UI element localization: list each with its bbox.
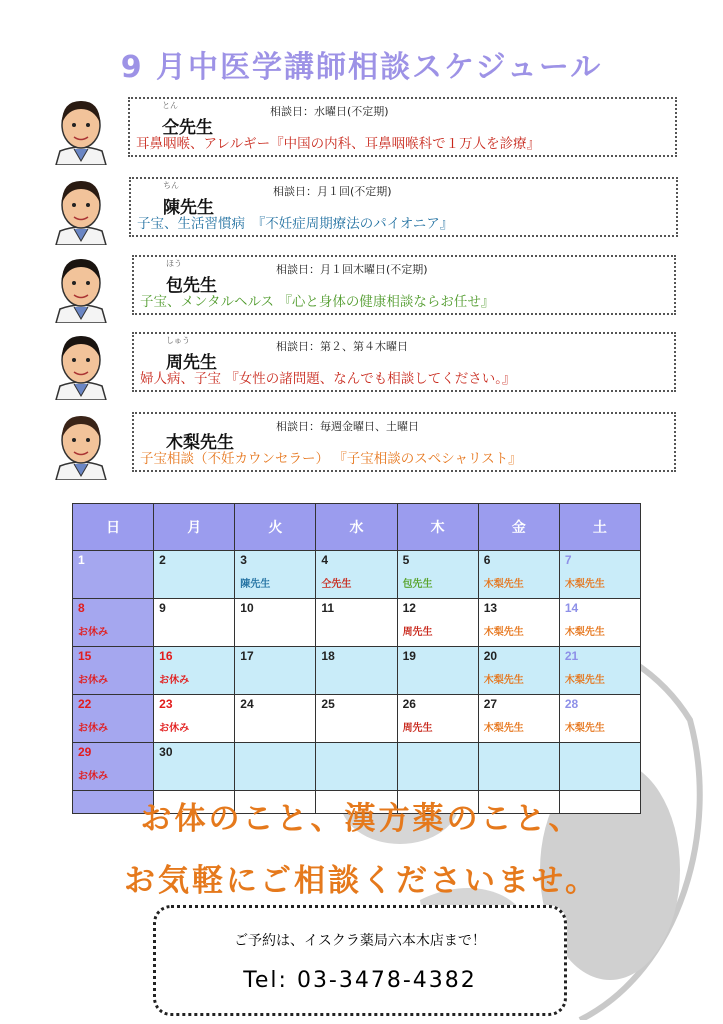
page-title: 9 月中医学講師相談スケジュール [120,50,603,85]
doctor-avatar-icon [50,410,112,480]
calendar-day-cell [316,647,397,695]
calendar-event: 陳先生 [240,579,271,590]
calendar-day-cell [478,599,559,647]
reservation-text: ご予約は、イスクラ薬局六本木店まで！ [234,933,486,949]
calendar-event: 木梨先生 [483,675,524,686]
message-line-1: お体のこと、漢方薬のこと、 [140,801,583,837]
calendar-day-header: 火 [235,504,316,551]
doctor-card [132,255,676,315]
contact-box [153,905,567,1016]
calendar-date: 8 [78,601,85,615]
calendar-event: お休み [78,723,108,734]
doctor-row [50,253,630,321]
calendar-date: 21 [564,649,579,663]
calendar-event: 木梨先生 [564,723,605,734]
doctor-name: 包先生 [166,276,217,296]
calendar-week-row [73,647,641,695]
calendar-day-cell [316,599,397,647]
calendar-date: 7 [564,553,572,567]
doctor-description: 子宝、生活習慣病 『不妊症周期療法のパイオニア』 [137,216,454,232]
calendar-day-cell [397,695,478,743]
calendar-date: 9 [159,601,166,615]
calendar-day-cell [316,551,397,599]
calendar-event: お休み [78,675,108,686]
calendar-date: 1 [78,553,85,567]
calendar-date: 3 [240,553,247,567]
doctor-card [132,332,676,392]
calendar-date: 30 [159,745,173,759]
calendar-day-cell [316,743,397,791]
doctor-name-ruby: ちん [163,181,179,190]
doctor-schedule: 相談日：水曜日(不定期) [270,105,389,118]
doctor-card [128,97,677,157]
calendar-day-cell [397,551,478,599]
calendar-header-row [73,504,641,551]
calendar-day-cell [154,599,235,647]
calendar-event: 木梨先生 [564,675,605,686]
calendar-day-cell [478,551,559,599]
calendar-day-header: 月 [154,504,235,551]
doctor-description: 耳鼻咽喉、アレルギー『中国の内科、耳鼻咽喉科で１万人を診療』 [136,136,541,152]
calendar-week-row [73,695,641,743]
schedule-calendar [72,503,641,814]
doctor-schedule: 相談日：毎週金曜日、土曜日 [276,420,419,433]
calendar-date: 25 [321,697,335,711]
calendar-event: 木梨先生 [483,723,524,734]
calendar-event: お休み [159,675,190,686]
doctor-name-ruby: とん [162,101,178,110]
doctor-avatar-icon [50,95,112,165]
calendar-week-row [73,743,641,791]
calendar-day-cell [559,743,640,791]
calendar-day-cell [73,695,154,743]
calendar-day-header: 水 [316,504,397,551]
calendar-date: 6 [483,553,491,567]
calendar-day-cell [73,743,154,791]
calendar-event: 周先生 [402,723,433,734]
calendar-day-cell [397,647,478,695]
doctor-avatar-icon [50,175,112,245]
calendar-day-cell [73,599,154,647]
calendar-date: 12 [402,601,416,615]
doctor-name-ruby: ほう [166,259,182,268]
calendar-date: 22 [78,697,92,711]
doctor-row [50,95,630,163]
calendar-day-cell [235,647,316,695]
calendar-event: 木梨先生 [564,627,605,638]
calendar-date: 27 [483,697,498,711]
calendar-date: 18 [321,649,335,663]
doctor-description: 子宝相談（不妊カウンセラー） 『子宝相談のスペシャリスト』 [140,451,522,467]
calendar-event: 木梨先生 [564,579,605,590]
calendar-day-cell [478,647,559,695]
doctor-name: 周先生 [166,353,217,373]
doctor-row [50,175,630,243]
calendar-day-cell [154,647,235,695]
calendar-day-cell [559,695,640,743]
calendar-event: お休み [78,627,108,638]
doctor-avatar-icon [50,330,112,400]
doctor-row [50,330,630,398]
calendar-date: 16 [159,649,173,663]
doctor-description: 婦人病、子宝 『女性の諸問題、なんでも相談してください。』 [140,371,516,387]
calendar-day-header: 金 [478,504,559,551]
calendar-day-cell [235,599,316,647]
calendar-day-cell [73,647,154,695]
doctor-avatar-icon [50,253,112,323]
calendar-day-header: 木 [397,504,478,551]
calendar-event: 仝先生 [321,579,352,590]
calendar-day-cell [154,695,235,743]
calendar-date: 29 [78,745,92,759]
doctor-schedule: 相談日：月１回(不定期) [273,185,392,198]
calendar-event: 包先生 [402,579,433,590]
calendar-week-row [73,599,641,647]
doctor-name: 木梨先生 [166,433,234,453]
calendar-date: 19 [402,649,416,663]
calendar-day-cell [397,743,478,791]
doctor-card [132,412,676,472]
doctor-row [50,410,630,478]
phone-number[interactable]: Tel: 03-3478-4382 [243,968,477,993]
calendar-day-cell [235,743,316,791]
calendar-date: 10 [240,601,254,615]
calendar-date: 2 [159,553,166,567]
calendar-day-cell [154,743,235,791]
calendar-day-cell [559,599,640,647]
calendar-day-cell [235,551,316,599]
calendar-date: 11 [321,601,335,615]
calendar-event: お休み [78,771,108,782]
calendar-week-row [73,551,641,599]
doctor-name: 陳先生 [163,198,214,218]
calendar-date: 14 [564,601,579,615]
calendar-event: 周先生 [402,627,433,638]
calendar-date: 28 [564,697,579,711]
calendar-day-cell [73,551,154,599]
calendar-date: 4 [321,553,329,567]
calendar-day-cell [316,695,397,743]
calendar-date: 20 [483,649,498,663]
doctor-name: 仝先生 [162,118,213,138]
calendar-body [73,551,641,814]
calendar-day-cell [235,695,316,743]
calendar-date: 15 [78,649,92,663]
calendar-date: 17 [240,649,254,663]
calendar-date: 5 [402,553,410,567]
calendar-date: 23 [159,697,173,711]
doctor-description: 子宝、メンタルヘルス 『心と身体の健康相談ならお任せ』 [140,294,495,310]
calendar-event: 木梨先生 [483,627,524,638]
calendar-date: 24 [240,697,254,711]
doctor-card [129,177,678,237]
calendar-event: 木梨先生 [483,579,524,590]
calendar-day-header: 土 [559,504,640,551]
calendar-day-cell [478,695,559,743]
calendar-day-cell [478,743,559,791]
calendar-day-cell [154,551,235,599]
doctor-name-ruby: しゅう [166,336,190,345]
calendar-day-cell [397,599,478,647]
calendar-day-cell [559,647,640,695]
doctor-schedule: 相談日：第２、第４木曜日 [276,340,408,353]
calendar-date: 26 [402,697,416,711]
message-line-2: お気軽にご相談くださいませ。 [123,863,600,899]
calendar-day-cell [559,551,640,599]
calendar-event: お休み [159,723,190,734]
calendar-date: 13 [483,601,498,615]
calendar-day-header: 日 [73,504,154,551]
doctor-schedule: 相談日：月１回木曜日(不定期) [276,263,428,276]
